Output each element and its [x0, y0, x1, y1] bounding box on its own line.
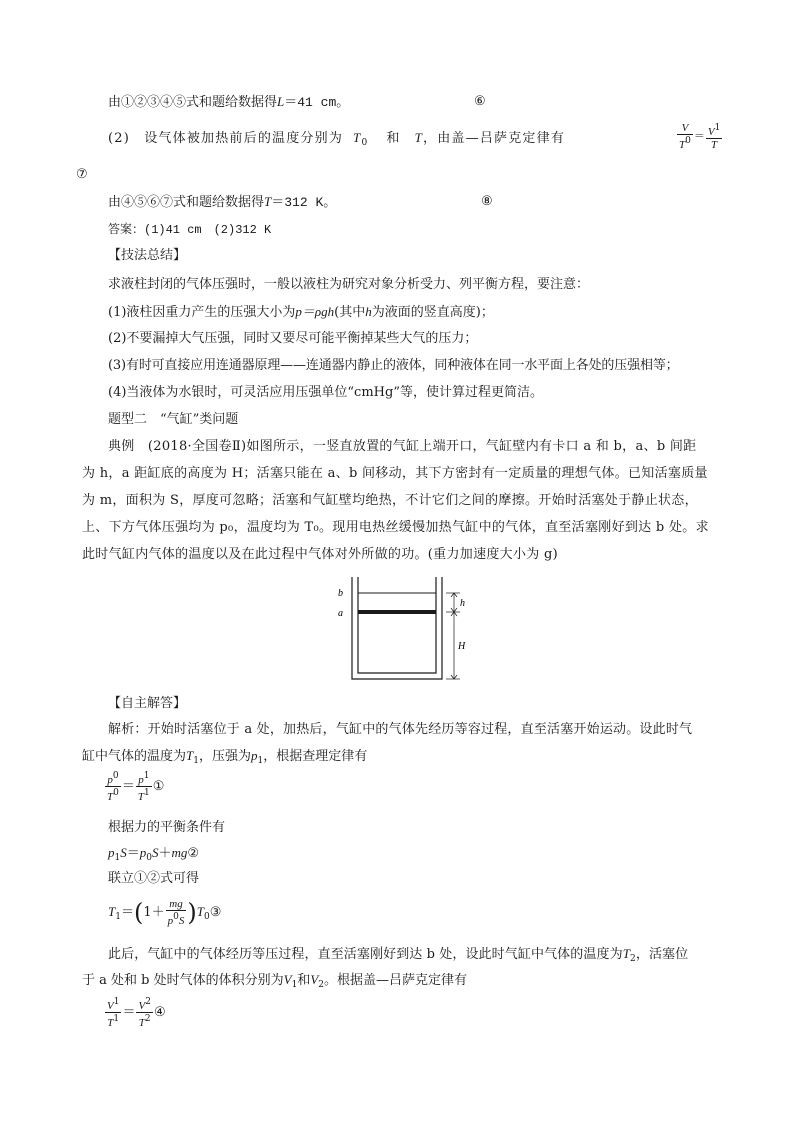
tips-item-2: (2)不要漏掉大气压强，同时又要尽可能平衡掉某些大气的压力； [108, 331, 478, 346]
eq4-frac-1 [105, 996, 121, 1029]
equation-marker-1: ① [152, 779, 165, 794]
eq1-num2: p [138, 774, 144, 786]
var-T-result: T [264, 194, 272, 209]
cylinder-inner-wall [358, 577, 436, 673]
tips-heading: 【技法总结】 [108, 248, 187, 263]
eq2-p-sub: 1 [114, 853, 121, 863]
eq3-T: T [108, 904, 116, 919]
equation-2 [108, 843, 199, 868]
and-text: 和 [386, 131, 401, 146]
eq2-p0: p [139, 845, 147, 860]
eq1-den1-sup: 0 [113, 788, 119, 798]
example-line-1: 典例 (2018·全国卷Ⅱ)如图所示，一竖直放置的气缸上端开口，气缸壁内有卡口 a 和 b，a、b 间距 [108, 439, 697, 454]
var-p1: p [251, 748, 258, 763]
self-answer-heading: 【自主解答】 [108, 696, 187, 711]
var-L: L [277, 94, 285, 109]
equation-4 [104, 996, 166, 1029]
eq2-equals: ＝ [126, 846, 140, 861]
after-line-2-post: 。根据盖—吕萨克定律有 [324, 973, 468, 988]
var-h: h [365, 304, 372, 319]
label-H: H [458, 641, 466, 652]
tips-item-3: (3)有时可直接应用连通器原理——连通器内静止的液体，同种液体在同一水平面上各处的压强相等； [108, 358, 679, 373]
eq3-den-sup: 0 [173, 912, 179, 922]
after-line-1-pre: 此后，气缸中的气体经历等压过程，直至活塞刚好到达 b 处，设此时气缸中气体的温度为 [108, 947, 623, 962]
eq3-right-paren: ) [187, 898, 197, 927]
eq4-num2-sup: 2 [145, 997, 151, 1007]
eq4-num2: V [138, 1000, 146, 1012]
example-line-5: 此时气缸内气体的温度以及在此过程中气体对外所做的功。(重力加速度大小为 g) [82, 547, 558, 562]
analysis-line-2-pre: 缸中气体的温度为 [82, 749, 187, 764]
equation-marker-4: ④ [153, 1005, 166, 1020]
combine-text: 联立①②式可得 [108, 871, 200, 886]
analysis-line-2-post: ，根据查理定律有 [263, 749, 368, 764]
eq1-num1-sup: 0 [112, 771, 119, 781]
eq4-num1-sup: 1 [113, 997, 120, 1007]
eq3-T-sub: 1 [115, 912, 121, 922]
pressure-formula: p＝ρgh [295, 304, 335, 319]
conclusion-line-8 [108, 192, 336, 213]
eq2-S: S [120, 845, 127, 860]
fraction-1-num: V [677, 122, 693, 135]
part2-line [108, 128, 565, 153]
equation-marker-2: ② [187, 846, 200, 861]
eq1-frac-1 [105, 770, 121, 803]
eq4-den1-sup: 1 [113, 1014, 120, 1024]
type2-heading: 题型二 “气缸”类问题 [108, 412, 239, 427]
var-T: T [414, 130, 424, 145]
eq1-den1: T [107, 791, 114, 803]
tips-intro: 求液柱封闭的气体压强时，一般以液柱为研究对象分析受力、列平衡方程，要注意： [108, 277, 590, 292]
fraction-1 [677, 122, 693, 151]
var-V1: V [283, 972, 292, 987]
label-b: b [338, 588, 343, 599]
after-line-2 [82, 970, 467, 995]
eq3-left-paren: ( [133, 898, 144, 927]
eq1-num1: p [107, 774, 113, 786]
eq3-frac [166, 898, 187, 927]
equals-sign: ＝ [693, 129, 705, 143]
var-T2: T [622, 946, 631, 961]
eq3-equals: ＝ [120, 905, 134, 920]
eq4-den1: T [107, 1017, 114, 1029]
fraction-1-den-sup: 0 [685, 136, 691, 146]
example-line-3: 为 m，面积为 S，厚度可忽略；活塞和气缸壁均绝热，不计它们之间的摩擦。开始时活塞处于静止状态， [82, 493, 698, 508]
eq2-plus: ＋ [158, 846, 172, 861]
answer-line: 答案：(1)41 cm (2)312 K [108, 223, 272, 237]
eq3-den: p [167, 915, 174, 927]
fraction-2-den: T [711, 139, 718, 151]
cylinder-outer-wall [352, 577, 442, 679]
eq1-equals: ＝ [121, 779, 135, 794]
eq1-num2-sup: 1 [143, 771, 150, 781]
fraction-2-num-sup: 1 [714, 123, 721, 133]
eq2-mg: mg [171, 845, 188, 860]
var-T1-sub: 1 [193, 756, 199, 766]
eq2-S2: S [151, 845, 159, 860]
eq4-equals: ＝ [122, 1005, 136, 1020]
piston [358, 610, 436, 614]
after-line-1-post: ，活塞位 [635, 947, 689, 962]
eq4-num1: V [107, 1000, 114, 1012]
equation-marker-7: ⑦ [76, 167, 88, 182]
part2-text: (2) 设气体被加热前后的温度分别为 [108, 131, 344, 146]
fraction-2 [706, 122, 722, 151]
after-line-1 [108, 944, 688, 969]
conclusion-text: 由①②③④⑤式和题给数据得 [108, 95, 278, 110]
and-text-2: 和 [297, 973, 311, 988]
cylinder-figure [330, 575, 470, 685]
var-T0: T [353, 130, 362, 145]
eq4-den2: T [138, 1017, 145, 1029]
var-T1: T [186, 748, 194, 763]
eq1-den2-sup: 1 [144, 788, 150, 798]
analysis-line-2 [82, 746, 367, 771]
part2-text2: ，由盖—吕萨克定律有 [423, 131, 566, 146]
value-312K: ＝312 K。 [271, 195, 337, 210]
var-T2-sub: 2 [630, 954, 636, 964]
example-line-2: 为 h，a 距缸底的高度为 H；活塞只能在 a、b 间移动，其下方密封有一定质量的理想气体。已知活塞质量 [82, 466, 708, 481]
gay-lussac-formula [676, 122, 723, 151]
eq3-den-S: S [178, 915, 185, 927]
eq3-one-plus: 1＋ [143, 905, 165, 920]
equation-1 [104, 770, 164, 803]
var-p1-sub: 1 [257, 756, 264, 766]
eq3-T0: T [196, 904, 204, 919]
var-T0-sub: 0 [361, 138, 369, 148]
tips-item-1 [108, 302, 494, 323]
analysis-line-2-mid: ，压强为 [198, 749, 251, 764]
equation-3 [108, 898, 221, 927]
tips-item-4: (4)当液体为水银时，可灵活应用压强单位“cmHg”等，使计算过程更简洁。 [108, 385, 543, 400]
conclusion-text-8: 由④⑤⑥⑦式和题给数据得 [108, 195, 265, 210]
var-V2-sub: 2 [318, 980, 324, 990]
conclusion-line-6 [108, 92, 349, 113]
var-V1-sub: 1 [291, 980, 298, 990]
eq2-p0-sub: 0 [146, 853, 152, 863]
label-h: h [460, 598, 465, 609]
tips-item-1-pre: (1)液柱因重力产生的压强大小为 [108, 305, 296, 320]
equation-marker-3: ③ [209, 905, 222, 920]
eq3-num: mg [166, 898, 187, 911]
eq3-T0-sub: 0 [203, 912, 210, 922]
eq4-den2-sup: 2 [144, 1014, 151, 1024]
eq1-den2: T [137, 791, 144, 803]
after-line-2-pre: 于 a 处和 b 处时气体的体积分别为 [82, 973, 284, 988]
label-a: a [338, 608, 343, 619]
var-V2: V [310, 972, 319, 987]
equation-marker-8: ⑧ [481, 194, 493, 209]
example-line-4: 上、下方气体压强均为 p₀，温度均为 T₀。现用电热丝缓慢加热气缸中的气体，直至活塞刚好到达 b 处。求 [82, 520, 709, 535]
analysis-line-1: 解析：开始时活塞位于 a 处，加热后，气缸中的气体先经历等容过程，直至活塞开始运动。设此时气 [108, 722, 693, 737]
tips-item-1-tail: 为液面的竖直高度)； [371, 305, 494, 320]
fraction-1-den: T [679, 139, 686, 151]
eq2-p: p [108, 845, 115, 860]
value-41cm: ＝41 cm。 [284, 95, 350, 110]
equation-marker-6: ⑥ [474, 94, 486, 109]
eq4-frac-2 [136, 996, 152, 1029]
eq1-frac-2 [136, 770, 152, 803]
balance-text: 根据力的平衡条件有 [108, 820, 226, 835]
tips-item-1-post: (其中 [334, 305, 366, 320]
fraction-2-num: V [707, 126, 715, 138]
